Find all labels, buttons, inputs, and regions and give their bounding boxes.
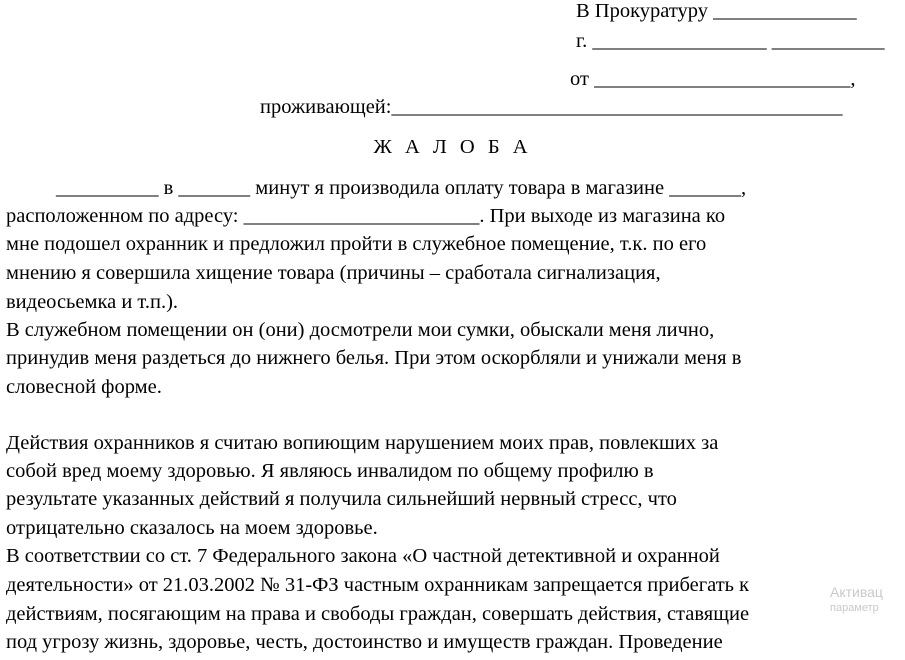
body-line: мне подошел охранник и предложил пройти в служебное помещение, т.к. по его [6,233,707,255]
body-line: В служебном помещении он (они) досмотрели мои сумки, обыскали меня лично, [6,319,715,341]
header-city: г. _________________ ___________ [576,30,885,52]
body-line: деятельности» от 21.03.2002 № 31-ФЗ частным охранникам запрещается прибегать к [6,574,750,596]
body-line: __________ в _______ минут я производила оплату товара в магазине _______, [56,177,747,199]
body-line: принудив меня раздеться до нижнего белья. При этом оскорбляли и унижали меня в [6,347,742,369]
body-line: под угрозу жизнь, здоровье, честь, достоинство и имуществ граждан. Проведение [6,631,723,653]
body-line: собой вред моему здоровью. Я являюсь инвалидом по общему профилю в [6,460,654,482]
body-line: Действия охранников я считаю вопиющим нарушением моих прав, повлекших за [6,432,719,454]
body-line: действиям, посягающим на права и свободы граждан, совершать действия, ставящие [6,603,750,625]
document-title: Ж А Л О Б А [373,136,532,158]
body-line: результате указанных действий я получила сильнейший нервный стресс, что [6,488,677,510]
header-from: от _________________________, [570,68,856,90]
body-line: отрицательно сказалось на моем здоровье. [6,517,378,539]
watermark-line-1: Активац [830,584,883,600]
body-line: мнению я совершила хищение товара (причины – сработала сигнализация, [6,262,661,284]
body-line: словесной форме. [6,376,162,398]
watermark-line-2: параметр [830,602,879,614]
header-to: В Прокуратуру ______________ [576,0,857,22]
body-line: расположенном по адресу: _______________________. При выходе из магазина ко [6,205,726,227]
body-line: В соответствии со ст. 7 Федерального закона «О частной детективной и охранной [6,545,720,567]
activation-watermark [830,584,883,616]
header-residing: проживающей:____________________________________________ [260,96,843,118]
body-line: видеосьемка и т.п.). [6,291,179,313]
